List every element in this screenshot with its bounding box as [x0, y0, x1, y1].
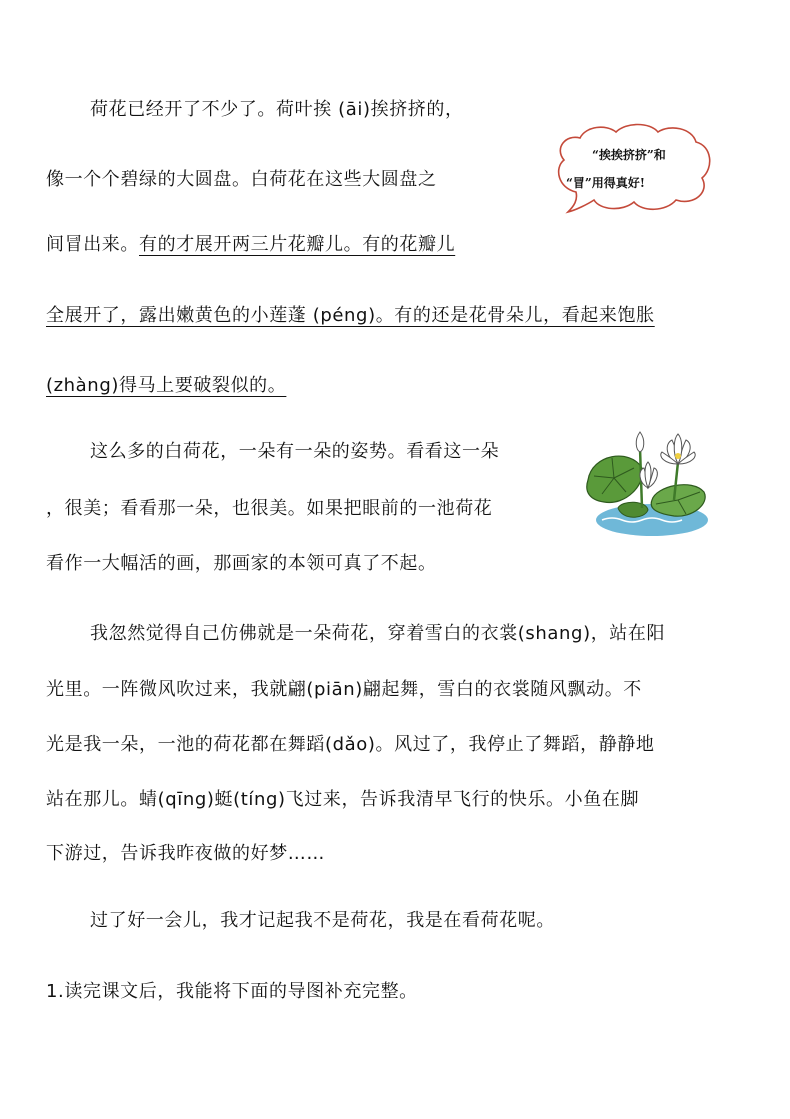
- p1-line2: 像一个个碧绿的大圆盘。白荷花在这些大圆盘之: [46, 169, 437, 190]
- comment-line1: “挨挨挤挤”和: [592, 148, 666, 162]
- p3-line5: 下游过，告诉我昨夜做的好梦……: [46, 843, 325, 864]
- p1-line5: (zhàng)得马上要破裂似的。: [46, 375, 287, 396]
- p2-line3: 看作一大幅活的画，那画家的本领可真了不起。: [46, 553, 437, 574]
- comment-line2: “冒”用得真好!: [566, 176, 646, 190]
- p1-line3: [46, 233, 455, 257]
- lotus-pond-illustration: [582, 428, 710, 540]
- p4-line1: 过了好一会儿，我才记起我不是荷花，我是在看荷花呢。: [90, 910, 555, 931]
- question-1: 1.读完课文后，我能将下面的导图补充完整。: [46, 981, 418, 1002]
- p1-line3-underlined: 有的才展开两三片花瓣儿。有的花瓣儿: [139, 234, 456, 255]
- lotus-icon: [582, 428, 710, 540]
- p1-line4: 全展开了，露出嫩黄色的小莲蓬 (péng)。有的还是花骨朵儿，看起来饱胀: [46, 305, 655, 326]
- p2-line1: 这么多的白荷花，一朵有一朵的姿势。看看这一朵: [90, 441, 500, 462]
- p1-line3-plain: 间冒出来。: [46, 234, 139, 255]
- p3-line4: 站在那儿。蜻(qīng)蜓(tíng)飞过来，告诉我清早飞行的快乐。小鱼在脚: [46, 789, 640, 810]
- cloud-bubble-icon: [550, 120, 715, 220]
- p1-line1: 荷花已经开了不少了。荷叶挨 (āi)挨挤挤的，: [90, 99, 464, 120]
- p3-line2: 光里。一阵微风吹过来，我就翩(piān)翩起舞，雪白的衣裳随风飘动。不: [46, 679, 642, 700]
- p3-line3: 光是我一朵，一池的荷花都在舞蹈(dǎo)。风过了，我停止了舞蹈，静静地: [46, 734, 655, 755]
- p3-line1: 我忽然觉得自己仿佛就是一朵荷花，穿着雪白的衣裳(shang)，站在阳: [90, 623, 666, 644]
- p2-line2: ，很美；看看那一朵，也很美。如果把眼前的一池荷花: [46, 498, 493, 519]
- comment-bubble: [550, 120, 715, 220]
